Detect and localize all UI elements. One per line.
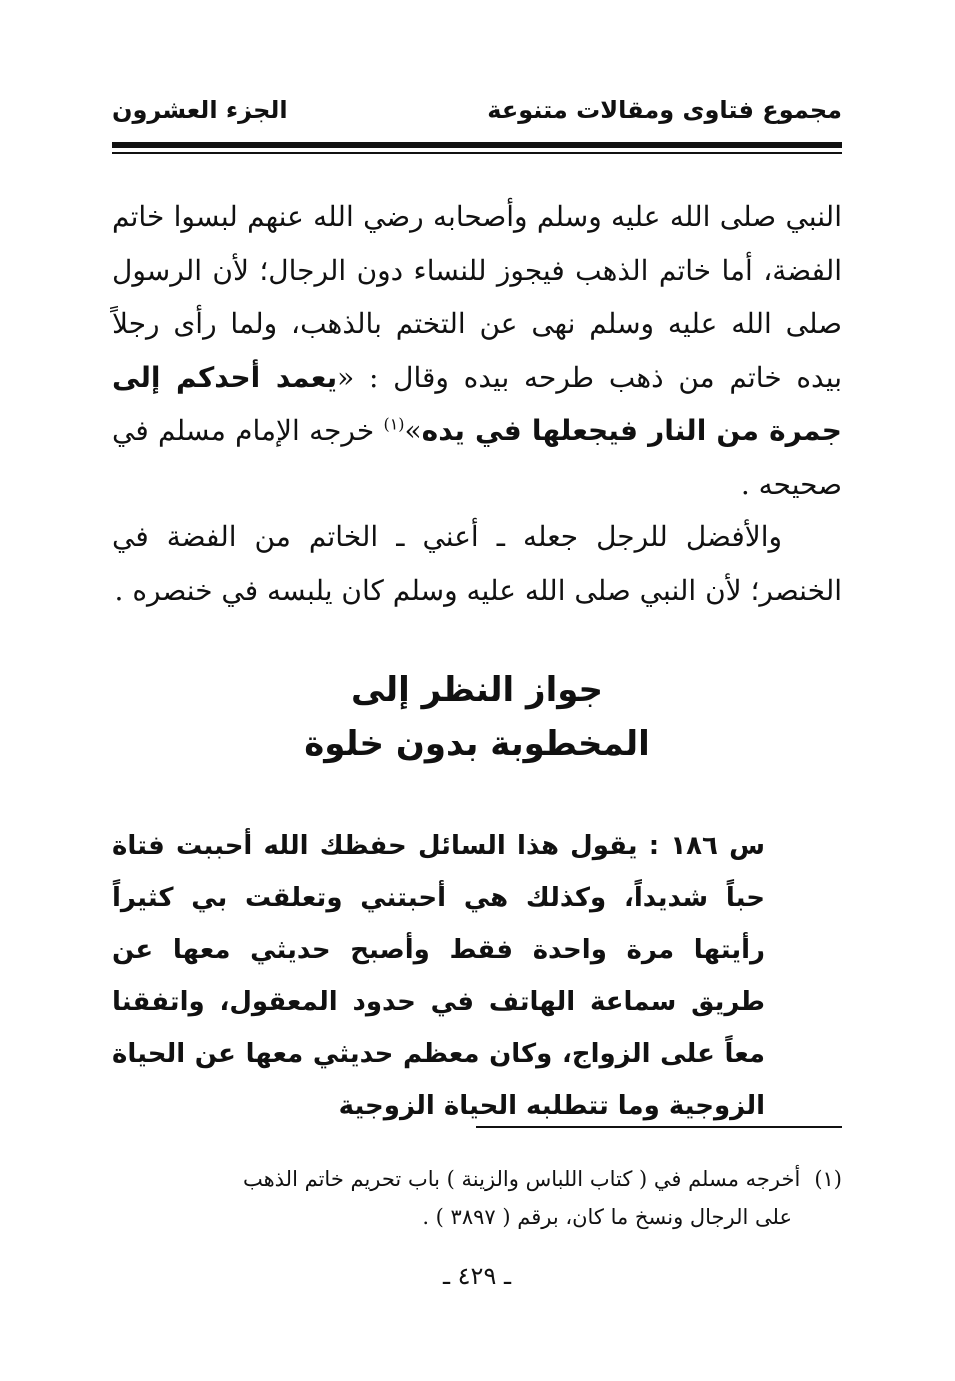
- paragraph-little-finger: [112, 510, 842, 617]
- footnote-reference: (١): [383, 414, 405, 434]
- footnote-marker: (١): [814, 1167, 842, 1191]
- section-heading-line2: المخطوبة بدون خلوة: [304, 724, 650, 764]
- paragraph1-text-a: النبي صلى الله عليه وسلم وأصحابه رضي الله عنهم لبسوا خاتم الفضة، أما خاتم الذهب فيجوز للنساء دون الرجال؛ لأن الرسول صلى الله عليه وسلم نهى عن التختم بالذهب، ولما رأى رجلاً بيده خاتم من ذهب طرحه بيده وقال : «: [112, 200, 842, 394]
- question-186: س ١٨٦ : يقول هذا السائل حفظك الله أحببت فتاة حباً شديداً، وكذلك هي أحبتني وتعلقت بي كثيراً رأيتها مرة واحدة فقط وأصبح حديثي معها عن طريق سماعة الهاتف في حدود المعقول، واتفقنا معاً على الزواج، وكان معظم حديثي معها عن الحياة الزوجية وما تتطلبه الحياة الزوجية: [112, 831, 765, 1121]
- paragraph1-text-b: خرجه الإمام مسلم في صحيحه .: [112, 414, 842, 501]
- section-heading-line1: جواز النظر إلى: [350, 670, 604, 710]
- paragraph-ring-ruling: [112, 190, 842, 511]
- footnote: [112, 1160, 842, 1236]
- header-rule-thick: [112, 142, 842, 148]
- paragraph2-text: والأفضل للرجل جعله ـ أعني ـ الخاتم من الفضة في الخنصر؛ لأن النبي صلى الله عليه وسلم كان يلبسه في خنصره .: [112, 520, 842, 607]
- header-rule-thin: [112, 152, 842, 154]
- running-header: [112, 96, 842, 136]
- hadith-quote: يعمد أحدكم إلى جمرة من النار فيجعلها في يده: [112, 360, 842, 447]
- close-quote: »: [404, 414, 422, 447]
- footnote-separator: [476, 1126, 842, 1128]
- footnote-line2: على الرجال ونسخ ما كان، برقم ( ٣٨٩٧ ) .: [422, 1205, 792, 1229]
- volume-label: الجزء العشرون: [112, 96, 288, 124]
- footnote-line1: أخرجه مسلم في ( كتاب اللباس والزينة ) باب تحريم خاتم الذهب: [242, 1167, 801, 1191]
- book-title: مجموع فتاوى ومقالات متنوعة: [487, 96, 842, 124]
- page-number: ـ ٤٢٩ ـ: [442, 1262, 511, 1290]
